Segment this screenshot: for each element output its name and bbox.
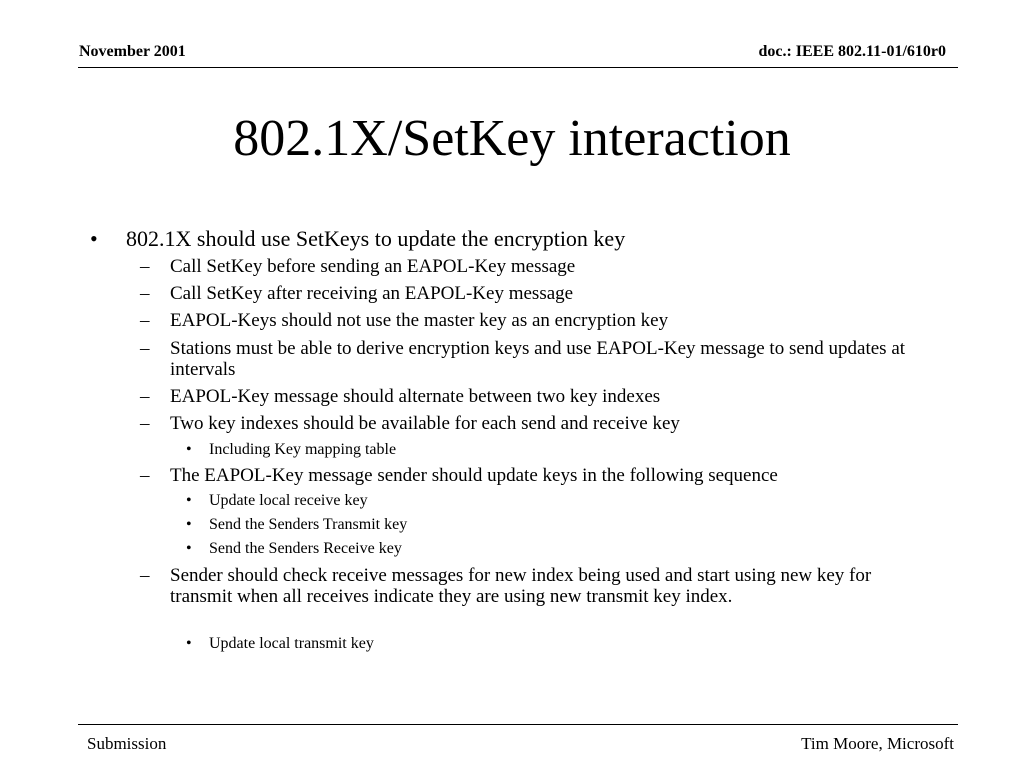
sub-bullet-text: Sender should check receive messages for new index being used and start using new key for transmit when all receives indicate they are using new transmit key index.: [170, 565, 872, 607]
dash-marker: –: [140, 283, 150, 304]
footer-submission: Submission: [87, 734, 167, 753]
bullet-marker: •: [90, 226, 98, 251]
bullet-marker: •: [186, 540, 192, 557]
bullet-marker: •: [186, 492, 192, 509]
sub-sub-bullet-text: Including Key mapping table: [209, 441, 397, 458]
bullet-marker: •: [186, 441, 192, 458]
bullet-marker: •: [186, 635, 192, 652]
sub-bullet-text: Call SetKey after receiving an EAPOL-Key message: [170, 283, 574, 304]
bullet-marker: •: [186, 516, 192, 533]
slide-title: 802.1X/SetKey interaction: [233, 110, 791, 167]
header-doc-id: doc.: IEEE 802.11-01/610r0: [758, 43, 946, 60]
sub-bullet-text: EAPOL-Key message should alternate between two key indexes: [170, 386, 661, 407]
dash-marker: –: [140, 310, 150, 331]
dash-marker: –: [140, 386, 150, 407]
sub-bullet-text: EAPOL-Keys should not use the master key as an encryption key: [170, 310, 669, 331]
dash-marker: –: [140, 413, 150, 434]
dash-marker: –: [140, 338, 150, 359]
dash-marker: –: [140, 565, 150, 586]
bullet-main-text: 802.1X should use SetKeys to update the encryption key: [126, 226, 626, 251]
sub-sub-bullet-text: Send the Senders Transmit key: [209, 516, 408, 533]
header-date: November 2001: [79, 43, 186, 60]
dash-marker: –: [140, 256, 150, 277]
sub-bullet-text: The EAPOL-Key message sender should update keys in the following sequence: [170, 465, 778, 486]
footer-author: Tim Moore, Microsoft: [801, 734, 954, 753]
sub-sub-bullet-text: Send the Senders Receive key: [209, 540, 402, 557]
footer-divider: [78, 724, 958, 725]
sub-bullet-text: Stations must be able to derive encryption keys and use EAPOL-Key message to send updates at intervals: [170, 338, 906, 380]
sub-bullet-text: Call SetKey before sending an EAPOL-Key message: [170, 256, 576, 277]
sub-sub-bullet-text: Update local transmit key: [209, 635, 374, 652]
sub-sub-bullet-text: Update local receive key: [209, 492, 368, 509]
sub-bullet-text: Two key indexes should be available for each send and receive key: [170, 413, 680, 434]
dash-marker: –: [140, 465, 150, 486]
